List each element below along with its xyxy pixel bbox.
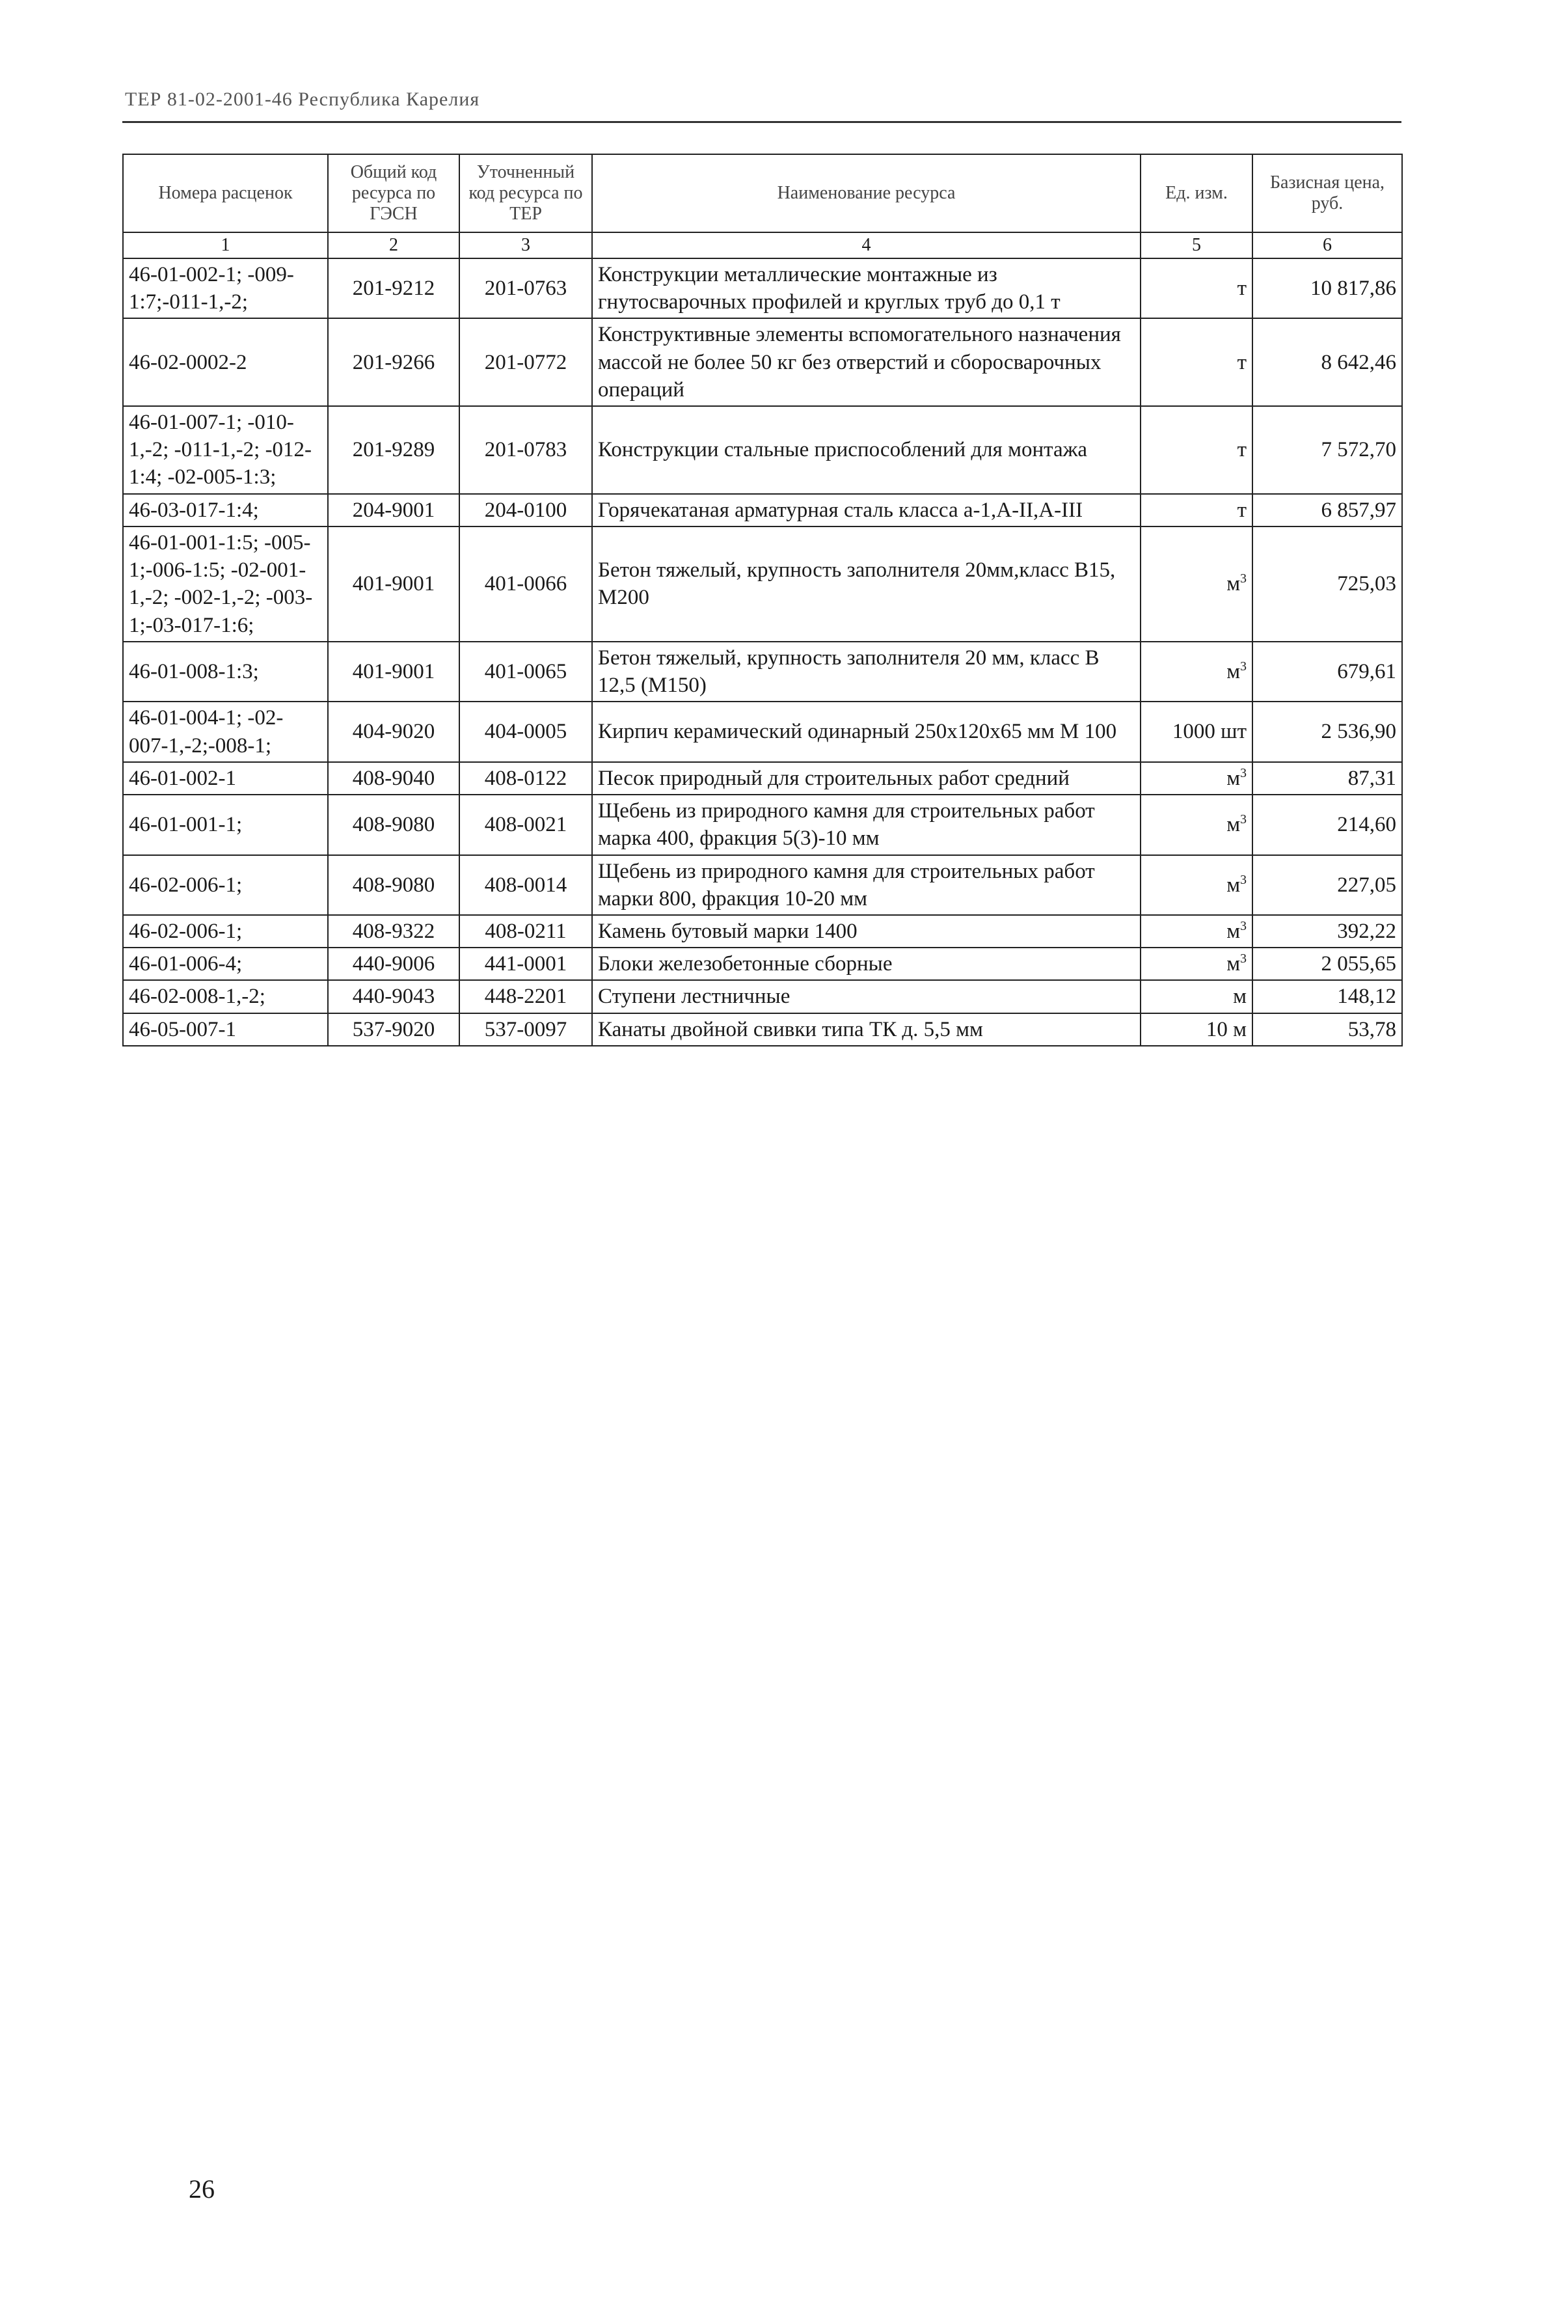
cell-ter-code: 204-0100 [459,494,592,526]
header-rate-numbers: Номера расценок [123,154,328,232]
cell-ter-code: 401-0065 [459,642,592,702]
unit-text: м [1226,766,1241,790]
unit-text: м [1226,952,1241,976]
cell-unit: т [1141,494,1252,526]
cell-ter-code: 408-0021 [459,795,592,854]
cell-rate-numbers: 46-01-001-1:5; -005-1;-006-1:5; -02-001-1,-2; -002-1,-2; -003-1;-03-017-1:6; [123,526,328,642]
table-row [123,258,1402,318]
cell-resource-name: Конструкции металлические монтажные из гнутосварочных профилей и круглых труб до 0,1 т [592,258,1141,318]
cell-gesn-code: 401-9001 [328,642,459,702]
cell-base-price: 679,61 [1252,642,1402,702]
cell-gesn-code: 201-9266 [328,318,459,406]
cell-base-price: 725,03 [1252,526,1402,642]
column-number: 2 [328,232,459,258]
column-number-row [123,232,1402,258]
cell-ter-code: 441-0001 [459,948,592,980]
cell-ter-code: 408-0122 [459,762,592,795]
table-row [123,855,1402,915]
resource-price-table [122,154,1403,1046]
cell-base-price: 148,12 [1252,980,1402,1013]
cell-base-price: 214,60 [1252,795,1402,854]
cell-unit: 10 м [1141,1013,1252,1046]
cell-unit [1141,642,1252,702]
cell-resource-name: Кирпич керамический одинарный 250х120х65 мм М 100 [592,702,1141,761]
cell-rate-numbers: 46-03-017-1:4; [123,494,328,526]
cell-base-price: 7 572,70 [1252,406,1402,494]
cell-unit [1141,762,1252,795]
cell-rate-numbers: 46-05-007-1 [123,1013,328,1046]
cell-rate-numbers: 46-01-002-1; -009-1:7;-011-1,-2; [123,258,328,318]
cell-rate-numbers: 46-01-007-1; -010-1,-2; -011-1,-2; -012-1:4; -02-005-1:3; [123,406,328,494]
cell-gesn-code: 201-9289 [328,406,459,494]
header-resource-name: Наименование ресурса [592,154,1141,232]
unit-text: м [1226,813,1241,837]
cell-resource-name: Бетон тяжелый, крупность заполнителя 20 мм, класс В 12,5 (М150) [592,642,1141,702]
unit-exponent: 3 [1240,659,1247,674]
cell-rate-numbers: 46-01-001-1; [123,795,328,854]
cell-resource-name: Щебень из природного камня для строительных работ марка 400, фракция 5(3)-10 мм [592,795,1141,854]
header-rule [122,121,1401,123]
cell-unit [1141,795,1252,854]
cell-ter-code: 201-0783 [459,406,592,494]
cell-ter-code: 408-0211 [459,915,592,948]
unit-text: м [1226,873,1241,897]
cell-rate-numbers: 46-01-008-1:3; [123,642,328,702]
table-row [123,526,1402,642]
cell-rate-numbers: 46-01-004-1; -02-007-1,-2;-008-1; [123,702,328,761]
cell-ter-code: 201-0763 [459,258,592,318]
cell-base-price: 2 055,65 [1252,948,1402,980]
table-row [123,980,1402,1013]
column-number: 4 [592,232,1141,258]
unit-text: м [1226,572,1241,596]
table-row [123,1013,1402,1046]
cell-resource-name: Конструкции стальные приспособлений для монтажа [592,406,1141,494]
cell-gesn-code: 440-9043 [328,980,459,1013]
cell-ter-code: 401-0066 [459,526,592,642]
cell-gesn-code: 204-9001 [328,494,459,526]
cell-resource-name: Канаты двойной свивки типа ТК д. 5,5 мм [592,1013,1141,1046]
cell-gesn-code: 408-9322 [328,915,459,948]
cell-ter-code: 201-0772 [459,318,592,406]
cell-base-price: 2 536,90 [1252,702,1402,761]
cell-rate-numbers: 46-02-006-1; [123,855,328,915]
cell-rate-numbers: 46-02-008-1,-2; [123,980,328,1013]
cell-base-price: 392,22 [1252,915,1402,948]
cell-gesn-code: 408-9040 [328,762,459,795]
cell-gesn-code: 440-9006 [328,948,459,980]
unit-exponent: 3 [1240,951,1247,966]
cell-base-price: 87,31 [1252,762,1402,795]
cell-gesn-code: 408-9080 [328,855,459,915]
header-base-price: Базисная цена, руб. [1252,154,1402,232]
table-row [123,494,1402,526]
unit-exponent: 3 [1240,872,1247,887]
cell-ter-code: 448-2201 [459,980,592,1013]
cell-resource-name: Щебень из природного камня для строительных работ марки 800, фракция 10-20 мм [592,855,1141,915]
unit-exponent: 3 [1240,571,1247,586]
cell-unit: м [1141,980,1252,1013]
cell-unit: т [1141,318,1252,406]
column-number: 3 [459,232,592,258]
cell-ter-code: 408-0014 [459,855,592,915]
cell-gesn-code: 201-9212 [328,258,459,318]
table-row [123,642,1402,702]
header-ter-code: Уточненный код ресурса по ТЕР [459,154,592,232]
cell-unit: т [1141,258,1252,318]
unit-text: м [1226,919,1241,943]
cell-unit [1141,948,1252,980]
cell-unit [1141,526,1252,642]
column-number: 1 [123,232,328,258]
cell-base-price: 53,78 [1252,1013,1402,1046]
unit-exponent: 3 [1240,765,1247,780]
cell-base-price: 227,05 [1252,855,1402,915]
column-number: 5 [1141,232,1252,258]
cell-resource-name: Конструктивные элементы вспомогательного назначения массой не более 50 кг без отверстий и сборосварочных операций [592,318,1141,406]
unit-exponent: 3 [1240,812,1247,827]
cell-resource-name: Горячекатаная арматурная сталь класса а-1,А-II,А-III [592,494,1141,526]
cell-base-price: 6 857,97 [1252,494,1402,526]
cell-unit [1141,855,1252,915]
header-unit: Ед. изм. [1141,154,1252,232]
cell-gesn-code: 408-9080 [328,795,459,854]
header-gesn-code: Общий код ресурса по ГЭСН [328,154,459,232]
column-number: 6 [1252,232,1402,258]
cell-resource-name: Блоки железобетонные сборные [592,948,1141,980]
cell-ter-code: 404-0005 [459,702,592,761]
cell-resource-name: Ступени лестничные [592,980,1141,1013]
cell-rate-numbers: 46-01-006-4; [123,948,328,980]
cell-rate-numbers: 46-02-006-1; [123,915,328,948]
cell-resource-name: Камень бутовый марки 1400 [592,915,1141,948]
running-header: ТЕР 81-02-2001-46 Республика Карелия [125,89,480,110]
cell-unit [1141,915,1252,948]
cell-rate-numbers: 46-01-002-1 [123,762,328,795]
cell-ter-code: 537-0097 [459,1013,592,1046]
table-row [123,762,1402,795]
cell-gesn-code: 537-9020 [328,1013,459,1046]
table-row [123,795,1402,854]
unit-text: м [1226,659,1241,683]
unit-exponent: 3 [1240,918,1247,933]
table-row [123,318,1402,406]
cell-gesn-code: 401-9001 [328,526,459,642]
table-header-row [123,154,1402,232]
table-row [123,948,1402,980]
table-row [123,915,1402,948]
cell-unit: 1000 шт [1141,702,1252,761]
table-row [123,702,1402,761]
cell-base-price: 8 642,46 [1252,318,1402,406]
page-number: 26 [189,2174,215,2204]
cell-unit: т [1141,406,1252,494]
cell-base-price: 10 817,86 [1252,258,1402,318]
table-row [123,406,1402,494]
cell-gesn-code: 404-9020 [328,702,459,761]
cell-rate-numbers: 46-02-0002-2 [123,318,328,406]
cell-resource-name: Бетон тяжелый, крупность заполнителя 20мм,класс В15, М200 [592,526,1141,642]
cell-resource-name: Песок природный для строительных работ средний [592,762,1141,795]
